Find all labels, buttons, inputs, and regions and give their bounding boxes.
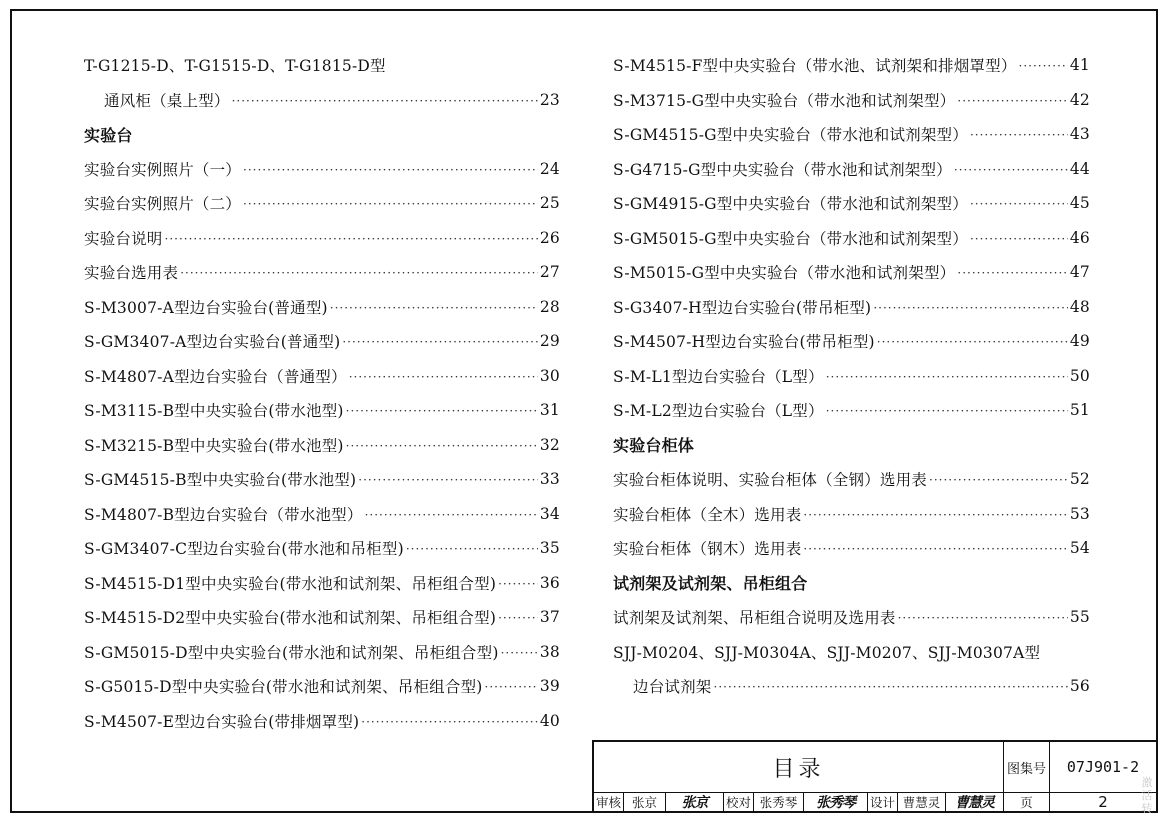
toc-entry <box>613 117 1090 152</box>
dot-leader <box>180 266 538 280</box>
toc-entry <box>613 152 1090 187</box>
dot-leader <box>501 646 538 660</box>
toc-entry-page: 38 <box>539 642 560 661</box>
toc-entry-page: 43 <box>1069 125 1090 144</box>
designer-name: 曹慧灵 <box>898 793 946 811</box>
toc-entry-title: S-M3115-B型中央实验台(带水池型) <box>84 402 344 421</box>
toc-entry-page: 55 <box>1069 608 1090 627</box>
toc-section-heading <box>613 566 1090 601</box>
toc-left-column <box>84 48 560 738</box>
toc-entry-page: 47 <box>1069 263 1090 282</box>
toc-entry-page: 49 <box>1069 332 1090 351</box>
toc-entry-page: 56 <box>1069 677 1090 696</box>
toc-entry <box>613 600 1090 635</box>
toc-entry-page: 31 <box>539 401 560 420</box>
toc-entry <box>613 186 1090 221</box>
dot-leader <box>165 232 538 246</box>
toc-entry-page: 48 <box>1069 297 1090 316</box>
toc-entry <box>84 497 560 532</box>
toc-section-heading <box>613 428 1090 463</box>
toc-entry-page: 36 <box>539 573 560 592</box>
toc-entry-page: 54 <box>1069 539 1090 558</box>
toc-entry-title: 试剂架及试剂架、吊柜组合 <box>613 574 808 594</box>
check-label: 校对 <box>724 793 754 811</box>
dot-leader <box>898 611 1068 625</box>
toc-entry-title: S-M3715-G型中央实验台（带水池和试剂架型） <box>613 91 956 110</box>
dot-leader <box>342 335 538 349</box>
toc-entry-title: S-GM4515-G型中央实验台（带水池和试剂架型） <box>613 126 968 145</box>
toc-entry-title: S-M3215-B型中央实验台(带水池型) <box>84 436 344 455</box>
toc-entry-title: 实验台 <box>84 125 133 145</box>
toc-entry-page: 28 <box>539 297 560 316</box>
dot-leader <box>970 128 1068 142</box>
toc-entry-title: S-G4715-G型中央实验台（带水池和试剂架型） <box>613 160 952 179</box>
toc-entry <box>613 635 1090 670</box>
design-label: 设计 <box>868 793 898 811</box>
toc-entry-title: S-GM5015-D型中央实验台(带水池和试剂架、吊柜组合型) <box>84 643 499 662</box>
toc-entry <box>613 393 1090 428</box>
sheet-title: 目录 <box>594 742 1004 793</box>
dot-leader <box>826 404 1068 418</box>
page-number: 2 <box>1098 793 1108 811</box>
dot-leader <box>803 508 1067 522</box>
dot-leader <box>970 232 1068 246</box>
toc-entry <box>613 359 1090 394</box>
toc-entry <box>613 531 1090 566</box>
toc-entry <box>84 48 560 83</box>
toc-entry-page: 26 <box>539 228 560 247</box>
toc-entry-title: 通风柜（桌上型） <box>104 91 230 110</box>
atlas-number: 07J901-2 <box>1050 742 1156 793</box>
toc-entry-page: 37 <box>539 608 560 627</box>
toc-entry-title: S-M4807-A型边台实验台（普通型） <box>84 367 347 386</box>
toc-entry-title: 实验台柜体（钢木）选用表 <box>613 540 802 559</box>
toc-entry <box>613 462 1090 497</box>
toc-entry-title: S-GM3407-C型边台实验台(带水池和吊柜型) <box>84 540 404 559</box>
toc-entry <box>84 428 560 463</box>
dot-leader <box>957 266 1068 280</box>
toc-entry <box>613 255 1090 290</box>
toc-entry <box>84 669 560 704</box>
toc-entry <box>84 290 560 325</box>
dot-leader <box>826 370 1068 384</box>
dot-leader <box>498 611 538 625</box>
checker-name: 张秀琴 <box>754 793 804 811</box>
dot-leader <box>330 301 538 315</box>
toc-entry-title: S-M4515-D2型中央实验台(带水池和试剂架、吊柜组合型) <box>84 609 497 628</box>
dot-leader <box>877 335 1068 349</box>
watermark: 激活转 <box>1141 776 1153 815</box>
toc-entry-title: 实验台柜体说明、实验台柜体（全钢）选用表 <box>613 471 928 490</box>
toc-entry-title: S-GM3407-A型边台实验台(普通型) <box>84 333 341 352</box>
toc-entry-title: S-G5015-D型中央实验台(带水池和试剂架、吊柜组合型) <box>84 678 483 697</box>
dot-leader <box>349 370 538 384</box>
toc-entry <box>613 83 1090 118</box>
toc-entry-title: S-M-L2型边台实验台（L型） <box>613 402 824 421</box>
toc-entry-title: SJJ-M0204、SJJ-M0304A、SJJ-M0207、SJJ-M0307A型 <box>613 643 1041 662</box>
toc-entry-title: S-M3007-A型边台实验台(普通型) <box>84 298 328 317</box>
toc-entry-page: 44 <box>1069 159 1090 178</box>
toc-entry <box>84 255 560 290</box>
dot-leader <box>803 542 1067 556</box>
dot-leader <box>498 577 538 591</box>
toc-entry-page: 42 <box>1069 90 1090 109</box>
toc-entry <box>84 462 560 497</box>
toc-entry-page: 32 <box>539 435 560 454</box>
dot-leader <box>243 197 538 211</box>
toc-entry <box>84 600 560 635</box>
toc-right-column <box>613 48 1090 704</box>
dot-leader <box>232 94 538 108</box>
toc-entry <box>84 704 560 739</box>
dot-leader <box>954 163 1068 177</box>
dot-leader <box>243 163 538 177</box>
toc-entry <box>84 186 560 221</box>
dot-leader <box>361 715 538 729</box>
toc-entry-title: 边台试剂架 <box>633 678 712 697</box>
toc-entry-title: S-M4515-F型中央实验台（带水池、试剂架和排烟罩型） <box>613 57 1017 76</box>
toc-entry-title: S-M4507-H型边台实验台(带吊柜型) <box>613 333 875 352</box>
toc-entry-page: 45 <box>1069 194 1090 213</box>
toc-entry-title: S-M4515-D1型中央实验台(带水池和试剂架、吊柜组合型) <box>84 574 497 593</box>
toc-entry <box>613 669 1090 704</box>
toc-entry <box>84 359 560 394</box>
toc-entry-page: 35 <box>539 539 560 558</box>
toc-entry-title: 实验台说明 <box>84 229 163 248</box>
toc-entry-title: 试剂架及试剂架、吊柜组合说明及选用表 <box>613 609 896 628</box>
toc-entry <box>613 324 1090 359</box>
reviewer-name: 张京 <box>624 793 666 811</box>
toc-section-heading <box>84 117 560 152</box>
page-label: 页 <box>1004 793 1050 811</box>
dot-leader <box>970 197 1068 211</box>
toc-entry-page: 29 <box>539 332 560 351</box>
title-block <box>592 740 1158 813</box>
toc-entry-page: 39 <box>539 677 560 696</box>
review-label: 审核 <box>594 793 624 811</box>
dot-leader <box>873 301 1068 315</box>
toc-entry <box>84 566 560 601</box>
toc-entry-page: 25 <box>539 194 560 213</box>
dot-leader <box>346 404 538 418</box>
toc-entry-title: S-M4507-E型边台实验台(带排烟罩型) <box>84 712 360 731</box>
toc-entry-title: 实验台柜体（全木）选用表 <box>613 505 802 524</box>
dot-leader <box>929 473 1068 487</box>
dot-leader <box>714 680 1068 694</box>
toc-entry-page: 23 <box>539 90 560 109</box>
toc-entry-title: 实验台柜体 <box>613 436 695 456</box>
toc-entry <box>84 152 560 187</box>
toc-entry-title: 实验台实例照片（一） <box>84 160 242 179</box>
reviewer-signature: 张京 <box>666 793 724 811</box>
dot-leader <box>957 94 1068 108</box>
toc-entry <box>84 324 560 359</box>
dot-leader <box>1019 59 1068 73</box>
toc-entry <box>613 290 1090 325</box>
toc-entry <box>84 221 560 256</box>
toc-entry-page: 34 <box>539 504 560 523</box>
checker-signature: 张秀琴 <box>804 793 868 811</box>
toc-entry-page: 41 <box>1069 56 1090 75</box>
toc-entry <box>84 531 560 566</box>
designer-signature: 曹慧灵 <box>946 793 1004 811</box>
toc-entry <box>84 393 560 428</box>
dot-leader <box>365 508 538 522</box>
toc-entry <box>613 221 1090 256</box>
toc-entry-title: T-G1215-D、T-G1515-D、T-G1815-D型 <box>84 57 386 76</box>
toc-entry-title: S-GM4915-G型中央实验台（带水池和试剂架型） <box>613 195 968 214</box>
dot-leader <box>346 439 538 453</box>
toc-entry-title: 实验台实例照片（二） <box>84 195 242 214</box>
toc-entry-title: S-G3407-H型边台实验台(带吊柜型) <box>613 298 872 317</box>
atlas-label: 图集号 <box>1004 742 1050 793</box>
toc-entry-page: 40 <box>539 711 560 730</box>
toc-entry-page: 50 <box>1069 366 1090 385</box>
toc-entry-title: S-M4807-B型边台实验台（带水池型） <box>84 505 363 524</box>
toc-entry-page: 30 <box>539 366 560 385</box>
toc-entry-title: S-GM5015-G型中央实验台（带水池和试剂架型） <box>613 229 968 248</box>
toc-entry-page: 27 <box>539 263 560 282</box>
toc-entry-title: 实验台选用表 <box>84 264 179 283</box>
toc-entry <box>613 497 1090 532</box>
dot-leader <box>406 542 538 556</box>
toc-entry-title: S-M-L1型边台实验台（L型） <box>613 367 824 386</box>
dot-leader <box>358 473 538 487</box>
toc-entry-page: 24 <box>539 159 560 178</box>
toc-entry <box>613 48 1090 83</box>
toc-entry-title: S-GM4515-B型中央实验台(带水池型) <box>84 471 357 490</box>
toc-entry-page: 51 <box>1069 401 1090 420</box>
toc-entry-title: S-M5015-G型中央实验台（带水池和试剂架型） <box>613 264 956 283</box>
toc-entry <box>84 83 560 118</box>
toc-entry-page: 46 <box>1069 228 1090 247</box>
dot-leader <box>485 680 538 694</box>
toc-entry-page: 52 <box>1069 470 1090 489</box>
toc-entry-page: 53 <box>1069 504 1090 523</box>
toc-entry-page: 33 <box>539 470 560 489</box>
toc-entry <box>84 635 560 670</box>
